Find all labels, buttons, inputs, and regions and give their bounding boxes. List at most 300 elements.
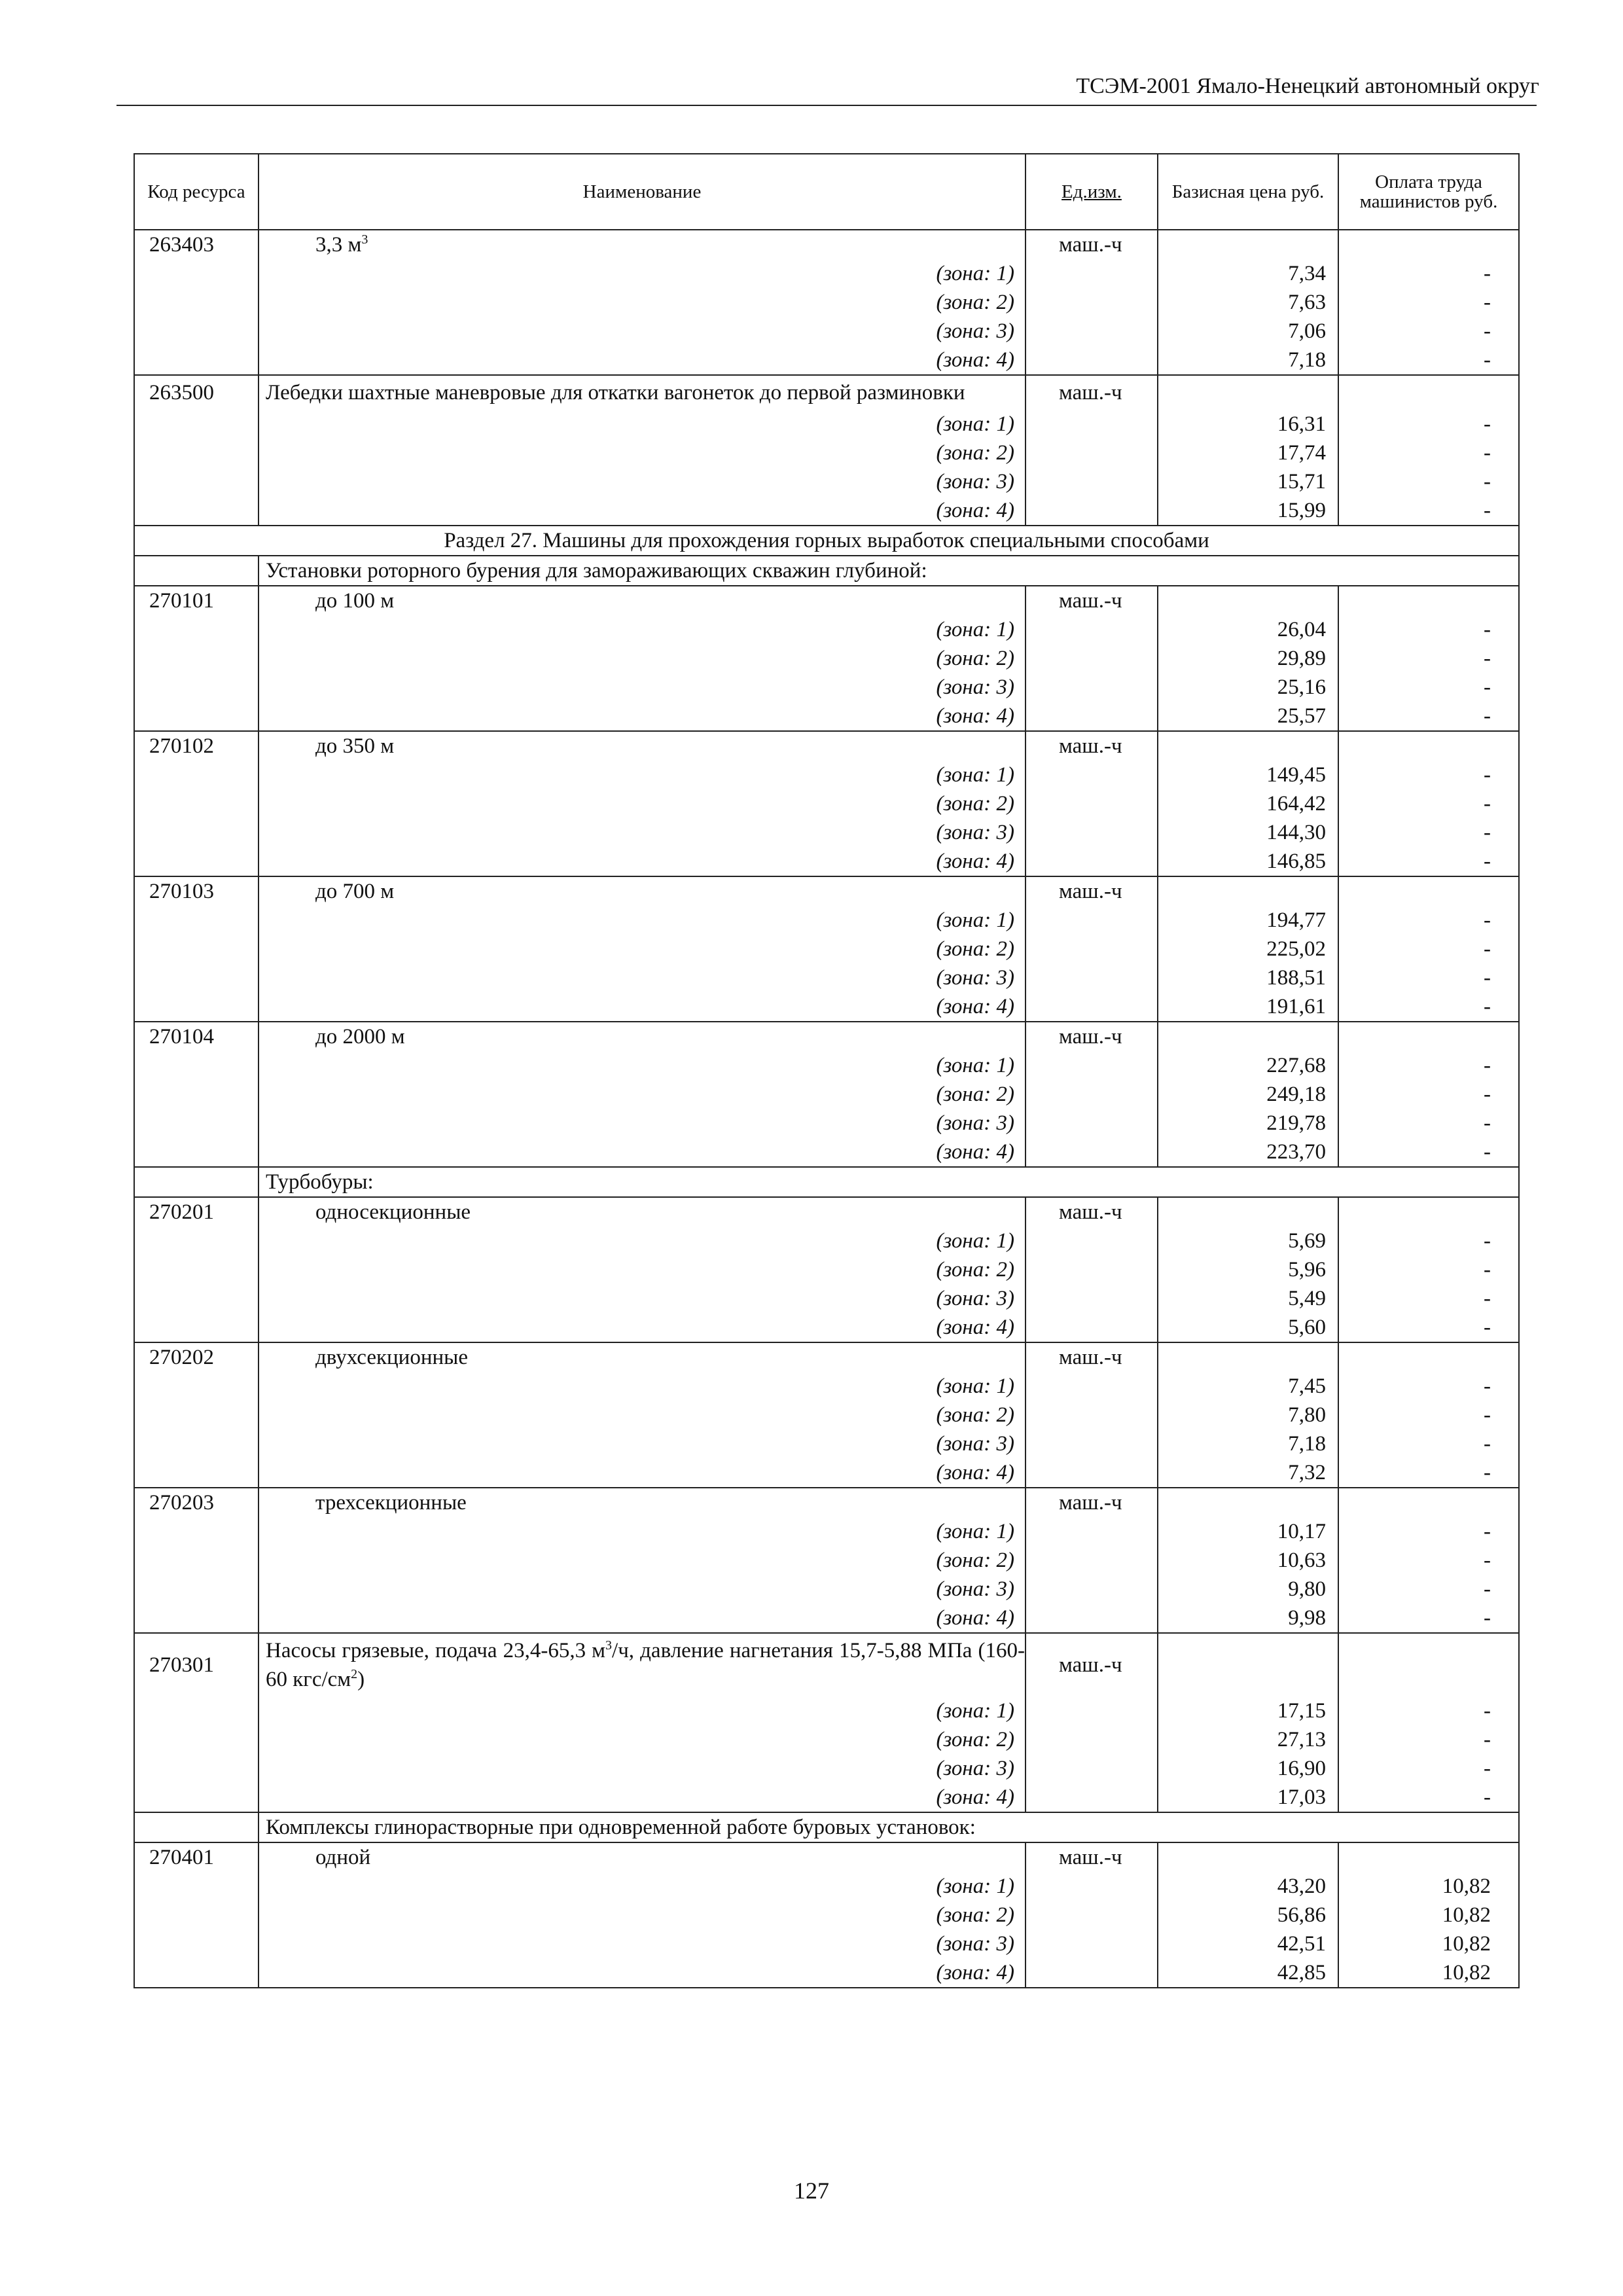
zone-row [134, 317, 1519, 346]
zone-base-price: 42,85 [1158, 1958, 1338, 1988]
resource-unit: маш.-ч [1026, 1488, 1158, 1517]
zone-row [134, 1517, 1519, 1546]
zone-base-price: 225,02 [1158, 935, 1338, 963]
zone-operator-pay: - [1338, 1546, 1519, 1575]
zone-row [134, 1313, 1519, 1342]
zone-operator-pay: - [1338, 1255, 1519, 1284]
zone-code-cell [134, 1458, 259, 1488]
zone-code-cell [134, 847, 259, 876]
zone-row [134, 1872, 1519, 1901]
zone-base-price: 227,68 [1158, 1051, 1338, 1080]
zone-base-price: 223,70 [1158, 1138, 1338, 1167]
resource-name-text: 3,3 м [315, 233, 362, 257]
resource-name: односекционные [259, 1197, 1026, 1227]
zone-base-price: 43,20 [1158, 1872, 1338, 1901]
zone-row [134, 439, 1519, 467]
zone-operator-pay: - [1338, 1051, 1519, 1080]
zone-code-cell [134, 439, 259, 467]
table-row [134, 1342, 1519, 1372]
zone-base-price: 149,45 [1158, 761, 1338, 789]
resource-unit: маш.-ч [1026, 1022, 1158, 1051]
price-cell-empty [1158, 731, 1338, 761]
zone-label: (зона: 4) [259, 346, 1026, 375]
zone-code-cell [134, 615, 259, 644]
zone-code-cell [134, 906, 259, 935]
resource-name: одной [259, 1842, 1026, 1872]
zone-operator-pay: - [1338, 1372, 1519, 1401]
zone-base-price: 25,16 [1158, 673, 1338, 702]
resource-name: до 2000 м [259, 1022, 1026, 1051]
zone-base-price: 7,06 [1158, 317, 1338, 346]
zone-operator-pay: - [1338, 1227, 1519, 1255]
zone-unit-cell [1026, 317, 1158, 346]
zone-base-price: 42,51 [1158, 1929, 1338, 1958]
zone-code-cell [134, 496, 259, 526]
zone-base-price: 16,90 [1158, 1754, 1338, 1783]
zone-base-price: 7,45 [1158, 1372, 1338, 1401]
zone-code-cell [134, 1429, 259, 1458]
zone-row [134, 992, 1519, 1022]
zone-row [134, 1458, 1519, 1488]
zone-code-cell [134, 1313, 259, 1342]
price-cell-empty [1158, 1342, 1338, 1372]
zone-label: (зона: 2) [259, 1546, 1026, 1575]
group-code-cell [134, 1167, 259, 1197]
zone-unit-cell [1026, 818, 1158, 847]
zone-unit-cell [1026, 1575, 1158, 1604]
zone-base-price: 10,63 [1158, 1546, 1338, 1575]
zone-code-cell [134, 1575, 259, 1604]
pay-cell-empty [1338, 230, 1519, 259]
zone-code-cell [134, 1696, 259, 1725]
zone-code-cell [134, 1517, 259, 1546]
zone-base-price: 16,31 [1158, 410, 1338, 439]
zone-base-price: 194,77 [1158, 906, 1338, 935]
zone-unit-cell [1026, 615, 1158, 644]
zone-label: (зона: 1) [259, 259, 1026, 288]
zone-label: (зона: 3) [259, 317, 1026, 346]
resource-name [259, 230, 1026, 259]
zone-operator-pay: - [1338, 1313, 1519, 1342]
zone-operator-pay: - [1338, 259, 1519, 288]
zone-label: (зона: 3) [259, 1109, 1026, 1138]
table-row [134, 731, 1519, 761]
zone-base-price: 10,17 [1158, 1517, 1338, 1546]
zone-unit-cell [1026, 1051, 1158, 1080]
zone-operator-pay: - [1338, 317, 1519, 346]
section-heading: Раздел 27. Машины для прохождения горных выработок специальными способами [134, 526, 1519, 556]
zone-base-price: 27,13 [1158, 1725, 1338, 1754]
pay-cell-empty [1338, 375, 1519, 410]
zone-unit-cell [1026, 1429, 1158, 1458]
resource-code: 270102 [134, 731, 259, 761]
zone-row [134, 789, 1519, 818]
table-row [134, 1842, 1519, 1872]
zone-unit-cell [1026, 1313, 1158, 1342]
zone-row [134, 1754, 1519, 1783]
zone-label: (зона: 2) [259, 1080, 1026, 1109]
zone-label: (зона: 1) [259, 1372, 1026, 1401]
document-header-title: ТСЭМ-2001 Ямало-Ненецкий автономный округ [1076, 74, 1539, 98]
zone-code-cell [134, 1284, 259, 1313]
zone-operator-pay: 10,82 [1338, 1929, 1519, 1958]
zone-unit-cell [1026, 1401, 1158, 1429]
zone-unit-cell [1026, 1546, 1158, 1575]
table-header-row [134, 154, 1519, 230]
zone-label: (зона: 1) [259, 1517, 1026, 1546]
zone-unit-cell [1026, 1458, 1158, 1488]
table-row [134, 1197, 1519, 1227]
zone-operator-pay: - [1338, 761, 1519, 789]
zone-label: (зона: 2) [259, 439, 1026, 467]
zone-operator-pay: - [1338, 288, 1519, 317]
resource-code: 270104 [134, 1022, 259, 1051]
zone-row [134, 1575, 1519, 1604]
zone-unit-cell [1026, 761, 1158, 789]
zone-row [134, 673, 1519, 702]
resource-unit: маш.-ч [1026, 1197, 1158, 1227]
zone-unit-cell [1026, 906, 1158, 935]
zone-code-cell [134, 1080, 259, 1109]
price-cell-empty [1158, 1022, 1338, 1051]
zone-row [134, 288, 1519, 317]
zone-unit-cell [1026, 1080, 1158, 1109]
zone-base-price: 15,99 [1158, 496, 1338, 526]
zone-code-cell [134, 1138, 259, 1167]
zone-row [134, 615, 1519, 644]
zone-base-price: 164,42 [1158, 789, 1338, 818]
zone-operator-pay: 10,82 [1338, 1901, 1519, 1929]
resource-code: 263500 [134, 375, 259, 410]
zone-base-price: 5,69 [1158, 1227, 1338, 1255]
resource-name: до 100 м [259, 586, 1026, 615]
zone-operator-pay: - [1338, 992, 1519, 1022]
zone-label: (зона: 3) [259, 1575, 1026, 1604]
group-heading-row [134, 556, 1519, 586]
zone-base-price: 17,15 [1158, 1696, 1338, 1725]
zone-operator-pay: - [1338, 1284, 1519, 1313]
zone-code-cell [134, 789, 259, 818]
zone-label: (зона: 1) [259, 1227, 1026, 1255]
zone-row [134, 496, 1519, 526]
zone-code-cell [134, 288, 259, 317]
group-heading: Турбобуры: [259, 1167, 1519, 1197]
zone-label: (зона: 4) [259, 1138, 1026, 1167]
table-row [134, 1633, 1519, 1696]
zone-row [134, 644, 1519, 673]
resource-unit: маш.-ч [1026, 876, 1158, 906]
zone-operator-pay: - [1338, 818, 1519, 847]
zone-label: (зона: 2) [259, 1401, 1026, 1429]
resource-unit: маш.-ч [1026, 586, 1158, 615]
zone-label: (зона: 1) [259, 410, 1026, 439]
zone-unit-cell [1026, 1284, 1158, 1313]
zone-code-cell [134, 1109, 259, 1138]
zone-row [134, 963, 1519, 992]
zone-operator-pay: - [1338, 615, 1519, 644]
column-header-pay: Оплата труда машинистов руб. [1338, 154, 1519, 230]
zone-row [134, 935, 1519, 963]
zone-operator-pay: - [1338, 963, 1519, 992]
zone-unit-cell [1026, 1255, 1158, 1284]
zone-row [134, 1080, 1519, 1109]
price-cell-empty [1158, 586, 1338, 615]
zone-code-cell [134, 1958, 259, 1988]
resource-code: 270201 [134, 1197, 259, 1227]
zone-unit-cell [1026, 963, 1158, 992]
zone-base-price: 9,80 [1158, 1575, 1338, 1604]
zone-unit-cell [1026, 1372, 1158, 1401]
header-divider [116, 105, 1537, 106]
zone-code-cell [134, 346, 259, 375]
zone-row [134, 1929, 1519, 1958]
zone-label: (зона: 1) [259, 761, 1026, 789]
zone-code-cell [134, 761, 259, 789]
zone-row [134, 1696, 1519, 1725]
zone-base-price: 25,57 [1158, 702, 1338, 731]
zone-label: (зона: 3) [259, 1929, 1026, 1958]
zone-row [134, 467, 1519, 496]
zone-label: (зона: 2) [259, 935, 1026, 963]
zone-code-cell [134, 1255, 259, 1284]
price-cell-empty [1158, 375, 1338, 410]
zone-code-cell [134, 673, 259, 702]
resource-code: 270203 [134, 1488, 259, 1517]
zone-code-cell [134, 467, 259, 496]
zone-label: (зона: 2) [259, 288, 1026, 317]
resource-code: 263403 [134, 230, 259, 259]
page-number: 127 [794, 2178, 829, 2204]
zone-label: (зона: 3) [259, 1754, 1026, 1783]
column-header-unit: Ед.изм. [1026, 154, 1158, 230]
table-row [134, 1488, 1519, 1517]
zone-unit-cell [1026, 1901, 1158, 1929]
zone-code-cell [134, 1929, 259, 1958]
zone-label: (зона: 3) [259, 1284, 1026, 1313]
zone-base-price: 5,96 [1158, 1255, 1338, 1284]
zone-unit-cell [1026, 1754, 1158, 1783]
zone-base-price: 7,18 [1158, 1429, 1338, 1458]
zone-row [134, 1546, 1519, 1575]
zone-unit-cell [1026, 1725, 1158, 1754]
zone-operator-pay: - [1338, 847, 1519, 876]
zone-operator-pay: - [1338, 346, 1519, 375]
pay-cell-empty [1338, 1633, 1519, 1696]
zone-operator-pay: - [1338, 789, 1519, 818]
zone-label: (зона: 1) [259, 1051, 1026, 1080]
zone-code-cell [134, 963, 259, 992]
resource-name: до 350 м [259, 731, 1026, 761]
zone-code-cell [134, 1725, 259, 1754]
zone-base-price: 5,60 [1158, 1313, 1338, 1342]
zone-unit-cell [1026, 644, 1158, 673]
zone-unit-cell [1026, 346, 1158, 375]
zone-unit-cell [1026, 288, 1158, 317]
zone-base-price: 144,30 [1158, 818, 1338, 847]
resource-code: 270401 [134, 1842, 259, 1872]
zone-unit-cell [1026, 673, 1158, 702]
zone-operator-pay: 10,82 [1338, 1958, 1519, 1988]
zone-unit-cell [1026, 1783, 1158, 1812]
zone-row [134, 346, 1519, 375]
zone-operator-pay: - [1338, 702, 1519, 731]
zone-unit-cell [1026, 467, 1158, 496]
zone-operator-pay: - [1338, 1783, 1519, 1812]
resource-name: Лебедки шахтные маневровые для откатки вагонеток до первой разминовки [259, 375, 1026, 410]
zone-operator-pay: - [1338, 439, 1519, 467]
zone-label: (зона: 2) [259, 644, 1026, 673]
zone-row [134, 1429, 1519, 1458]
resource-code: 270202 [134, 1342, 259, 1372]
price-cell-empty [1158, 1633, 1338, 1696]
resource-price-table [134, 153, 1520, 1988]
zone-unit-cell [1026, 1227, 1158, 1255]
zone-label: (зона: 4) [259, 1458, 1026, 1488]
group-code-cell [134, 556, 259, 586]
zone-unit-cell [1026, 992, 1158, 1022]
group-heading-row [134, 1167, 1519, 1197]
zone-operator-pay: - [1338, 906, 1519, 935]
zone-operator-pay: - [1338, 1109, 1519, 1138]
zone-unit-cell [1026, 1872, 1158, 1901]
zone-label: (зона: 2) [259, 1255, 1026, 1284]
zone-row [134, 1725, 1519, 1754]
table-row [134, 586, 1519, 615]
zone-base-price: 17,03 [1158, 1783, 1338, 1812]
zone-base-price: 5,49 [1158, 1284, 1338, 1313]
section-heading-row [134, 526, 1519, 556]
resource-name-superscript: 3 [361, 232, 368, 247]
zone-label: (зона: 3) [259, 467, 1026, 496]
column-header-price: Базисная цена руб. [1158, 154, 1338, 230]
zone-code-cell [134, 1872, 259, 1901]
resource-unit: маш.-ч [1026, 1842, 1158, 1872]
zone-base-price: 191,61 [1158, 992, 1338, 1022]
group-code-cell [134, 1812, 259, 1842]
zone-base-price: 146,85 [1158, 847, 1338, 876]
zone-base-price: 249,18 [1158, 1080, 1338, 1109]
zone-operator-pay: 10,82 [1338, 1872, 1519, 1901]
zone-row [134, 1958, 1519, 1988]
pay-cell-empty [1338, 1842, 1519, 1872]
zone-unit-cell [1026, 1604, 1158, 1633]
table-body [134, 230, 1519, 1988]
price-cell-empty [1158, 876, 1338, 906]
price-cell-empty [1158, 1488, 1338, 1517]
zone-unit-cell [1026, 1138, 1158, 1167]
zone-row [134, 1604, 1519, 1633]
zone-label: (зона: 4) [259, 702, 1026, 731]
zone-row [134, 1138, 1519, 1167]
resource-code: 270101 [134, 586, 259, 615]
resource-name: трехсекционные [259, 1488, 1026, 1517]
zone-unit-cell [1026, 702, 1158, 731]
zone-label: (зона: 3) [259, 818, 1026, 847]
zone-label: (зона: 2) [259, 1901, 1026, 1929]
zone-unit-cell [1026, 439, 1158, 467]
zone-code-cell [134, 818, 259, 847]
table-row [134, 876, 1519, 906]
group-heading-row [134, 1812, 1519, 1842]
zone-label: (зона: 1) [259, 1696, 1026, 1725]
resource-unit: маш.-ч [1026, 1633, 1158, 1696]
group-heading: Установки роторного бурения для замораживающих скважин глубиной: [259, 556, 1519, 586]
zone-code-cell [134, 1372, 259, 1401]
zone-base-price: 7,18 [1158, 346, 1338, 375]
table-row [134, 1022, 1519, 1051]
zone-operator-pay: - [1338, 410, 1519, 439]
zone-base-price: 29,89 [1158, 644, 1338, 673]
pay-cell-empty [1338, 1488, 1519, 1517]
zone-code-cell [134, 1754, 259, 1783]
resource-unit: маш.-ч [1026, 230, 1158, 259]
zone-label: (зона: 4) [259, 1958, 1026, 1988]
zone-unit-cell [1026, 496, 1158, 526]
column-header-name: Наименование [259, 154, 1026, 230]
resource-code: 270301 [134, 1633, 259, 1696]
resource-unit: маш.-ч [1026, 731, 1158, 761]
pay-cell-empty [1338, 876, 1519, 906]
zone-code-cell [134, 1604, 259, 1633]
zone-unit-cell [1026, 1517, 1158, 1546]
zone-row [134, 1051, 1519, 1080]
zone-base-price: 219,78 [1158, 1109, 1338, 1138]
zone-label: (зона: 4) [259, 992, 1026, 1022]
zone-row [134, 906, 1519, 935]
zone-code-cell [134, 1227, 259, 1255]
zone-base-price: 7,32 [1158, 1458, 1338, 1488]
zone-operator-pay: - [1338, 1575, 1519, 1604]
price-cell-empty [1158, 1842, 1338, 1872]
zone-row [134, 847, 1519, 876]
resource-name: двухсекционные [259, 1342, 1026, 1372]
zone-label: (зона: 2) [259, 789, 1026, 818]
column-header-code: Код ресурса [134, 154, 259, 230]
zone-base-price: 56,86 [1158, 1901, 1338, 1929]
zone-label: (зона: 3) [259, 673, 1026, 702]
zone-code-cell [134, 1051, 259, 1080]
zone-base-price: 7,63 [1158, 288, 1338, 317]
resource-name: до 700 м [259, 876, 1026, 906]
zone-label: (зона: 1) [259, 906, 1026, 935]
zone-base-price: 188,51 [1158, 963, 1338, 992]
zone-unit-cell [1026, 847, 1158, 876]
zone-unit-cell [1026, 410, 1158, 439]
zone-base-price: 26,04 [1158, 615, 1338, 644]
zone-label: (зона: 4) [259, 1313, 1026, 1342]
zone-label: (зона: 1) [259, 1872, 1026, 1901]
zone-base-price: 15,71 [1158, 467, 1338, 496]
price-cell-empty [1158, 1197, 1338, 1227]
zone-label: (зона: 3) [259, 1429, 1026, 1458]
price-cell-empty [1158, 230, 1338, 259]
zone-code-cell [134, 1901, 259, 1929]
zone-unit-cell [1026, 1929, 1158, 1958]
zone-operator-pay: - [1338, 935, 1519, 963]
zone-row [134, 818, 1519, 847]
resource-code: 270103 [134, 876, 259, 906]
zone-row [134, 1901, 1519, 1929]
zone-row [134, 259, 1519, 288]
zone-unit-cell [1026, 1958, 1158, 1988]
zone-operator-pay: - [1338, 1754, 1519, 1783]
pay-cell-empty [1338, 731, 1519, 761]
zone-unit-cell [1026, 935, 1158, 963]
pay-cell-empty [1338, 1342, 1519, 1372]
group-heading: Комплексы глинорастворные при одновременной работе буровых установок: [259, 1812, 1519, 1842]
zone-operator-pay: - [1338, 644, 1519, 673]
zone-row [134, 410, 1519, 439]
